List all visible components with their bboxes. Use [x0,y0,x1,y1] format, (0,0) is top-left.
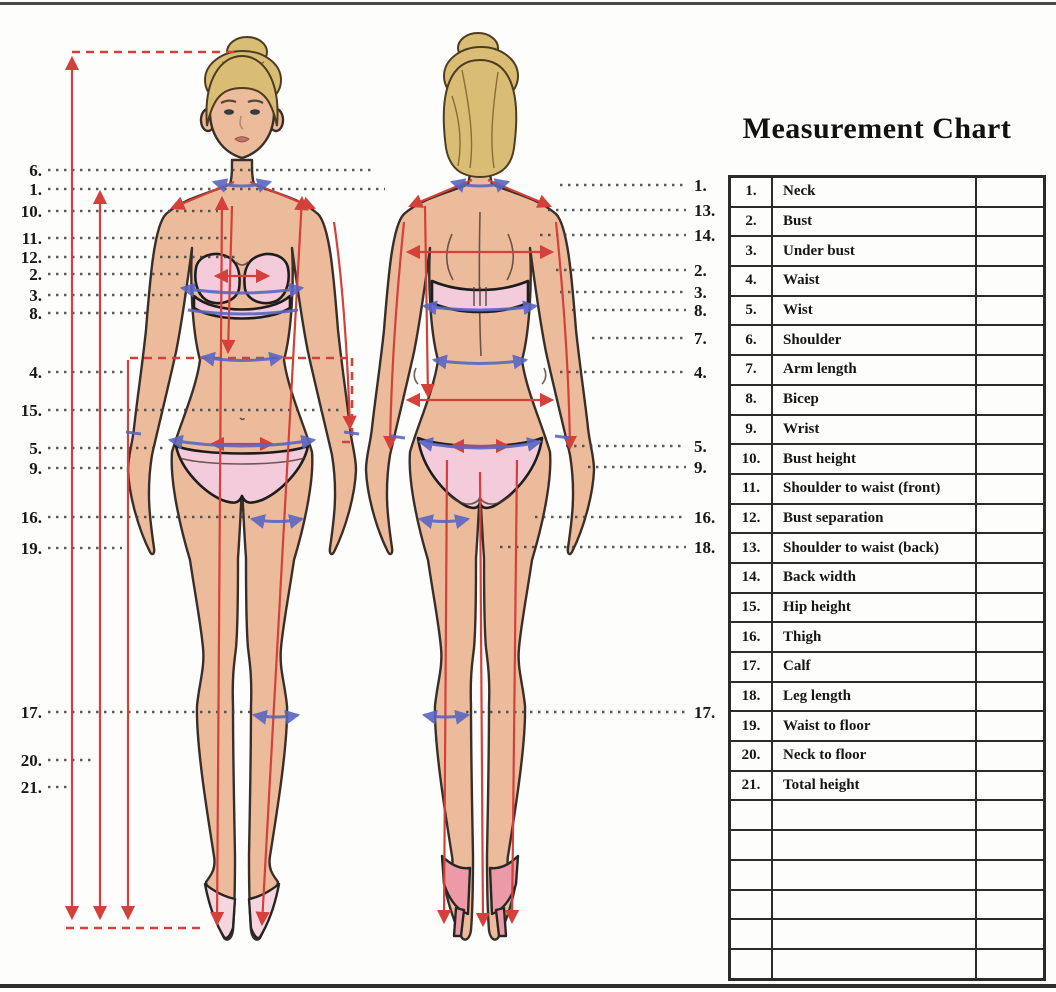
table-row [730,771,1045,801]
row-label-cell: Shoulder [772,325,976,355]
row-value-cell [976,949,1045,979]
row-value-cell [976,296,1045,326]
row-value-cell [976,771,1045,801]
row-value-cell [976,563,1045,593]
row-label-cell [772,890,976,920]
measure-number-label: 5. [29,439,42,458]
measure-number-label: 7. [694,329,707,348]
chart-title: Measurement Chart [742,112,1012,145]
row-value-cell [976,622,1045,652]
row-number-cell: 15. [730,593,773,623]
table-row [730,830,1045,860]
row-value-cell [976,177,1045,207]
row-value-cell [976,444,1045,474]
row-number-cell: 2. [730,207,773,237]
measure-number-label: 10. [20,202,42,221]
measure-number-label: 9. [29,459,42,478]
table-row [730,711,1045,741]
table-row [730,504,1045,534]
row-value-cell [976,741,1045,771]
row-value-cell [976,533,1045,563]
table-row [730,385,1045,415]
row-number-cell: 19. [730,711,773,741]
row-number-cell [730,830,773,860]
row-value-cell [976,830,1045,860]
row-number-cell [730,949,773,979]
measure-number-label: 17. [694,703,716,722]
table-row [730,949,1045,979]
table-row [730,593,1045,623]
right-stiletto [496,908,506,936]
row-number-cell: 20. [730,741,773,771]
row-value-cell [976,652,1045,682]
table-row [730,266,1045,296]
row-value-cell [976,236,1045,266]
measure-number-label: 17. [20,703,42,722]
row-value-cell [976,207,1045,237]
table-row [730,800,1045,830]
row-label-cell [772,830,976,860]
measure-number-label: 14. [694,226,716,245]
table-row [730,207,1045,237]
table-row [730,563,1045,593]
measure-number-label: 16. [20,508,42,527]
row-label-cell: Calf [772,652,976,682]
row-number-cell [730,890,773,920]
measure-number-label: 21. [20,778,42,797]
row-label-cell: Bust [772,207,976,237]
row-number-cell: 16. [730,622,773,652]
row-number-cell: 1. [730,177,773,207]
row-label-cell: Under bust [772,236,976,266]
measure-number-label: 20. [20,751,42,770]
row-label-cell: Bust height [772,444,976,474]
measure-number-label: 12. [20,248,42,267]
table-row [730,860,1045,890]
row-label-cell: Wrist [772,415,976,445]
row-number-cell: 8. [730,385,773,415]
row-label-cell: Wist [772,296,976,326]
row-label-cell: Neck [772,177,976,207]
measure-number-label: 3. [29,286,42,305]
row-label-cell [772,949,976,979]
row-number-cell: 21. [730,771,773,801]
row-number-cell [730,860,773,890]
measure-number-label: 3. [694,283,707,302]
row-number-cell [730,919,773,949]
table-row [730,236,1045,266]
table-row [730,741,1045,771]
row-number-cell: 4. [730,266,773,296]
measure-number-label: 4. [694,363,707,382]
row-value-cell [976,800,1045,830]
row-label-cell: Waist [772,266,976,296]
table-row [730,682,1045,712]
row-value-cell [976,474,1045,504]
row-label-cell: Total height [772,771,976,801]
table-row [730,444,1045,474]
row-label-cell: Arm length [772,355,976,385]
measure-number-label: 8. [694,301,707,320]
row-value-cell [976,593,1045,623]
row-number-cell: 13. [730,533,773,563]
table-row [730,533,1045,563]
measure-number-label: 4. [29,363,42,382]
row-label-cell: Bicep [772,385,976,415]
row-number-cell: 6. [730,325,773,355]
measure-number-label: 1. [29,180,42,199]
measure-number-label: 15. [20,401,42,420]
row-number-cell: 10. [730,444,773,474]
measure-number-label: 2. [29,265,42,284]
table-row [730,355,1045,385]
row-value-cell [976,415,1045,445]
row-label-cell: Waist to floor [772,711,976,741]
table-row [730,474,1045,504]
row-number-cell: 9. [730,415,773,445]
row-label-cell [772,860,976,890]
row-value-cell [976,325,1045,355]
table-row [730,890,1045,920]
row-number-cell: 7. [730,355,773,385]
row-number-cell: 14. [730,563,773,593]
measurement-table [728,175,1046,981]
table-row [730,622,1045,652]
measure-number-label: 8. [29,304,42,323]
row-value-cell [976,890,1045,920]
left-stiletto [454,908,464,936]
row-number-cell [730,800,773,830]
table-row [730,177,1045,207]
row-number-cell: 11. [730,474,773,504]
row-label-cell: Shoulder to waist (back) [772,533,976,563]
row-label-cell: Hip height [772,593,976,623]
row-number-cell: 12. [730,504,773,534]
measurement-chart-panel [722,0,1056,992]
table-row [730,415,1045,445]
row-label-cell: Thigh [772,622,976,652]
row-number-cell: 18. [730,682,773,712]
row-number-cell: 3. [730,236,773,266]
measure-number-label: 2. [694,261,707,280]
table-row [730,919,1045,949]
row-value-cell [976,266,1045,296]
measure-number-label: 18. [694,538,716,557]
row-label-cell [772,800,976,830]
front-view-figure [128,37,356,940]
row-number-cell: 17. [730,652,773,682]
row-value-cell [976,355,1045,385]
table-row [730,652,1045,682]
row-label-cell: Shoulder to waist (front) [772,474,976,504]
measure-number-label: 16. [694,508,716,527]
row-label-cell: Neck to floor [772,741,976,771]
measure-number-label: 19. [20,539,42,558]
measure-number-label: 1. [694,176,707,195]
row-number-cell: 5. [730,296,773,326]
row-label-cell: Leg length [772,682,976,712]
row-value-cell [976,682,1045,712]
row-label-cell: Back width [772,563,976,593]
measure-number-label: 5. [694,437,707,456]
measure-number-label: 13. [694,201,716,220]
measure-number-label: 11. [21,229,42,248]
row-value-cell [976,504,1045,534]
row-label-cell: Bust separation [772,504,976,534]
row-label-cell [772,919,976,949]
row-value-cell [976,919,1045,949]
table-row [730,296,1045,326]
measure-number-label: 9. [694,458,707,477]
table-row [730,325,1045,355]
measure-number-label: 6. [29,161,42,180]
row-value-cell [976,711,1045,741]
row-value-cell [976,860,1045,890]
row-value-cell [976,385,1045,415]
